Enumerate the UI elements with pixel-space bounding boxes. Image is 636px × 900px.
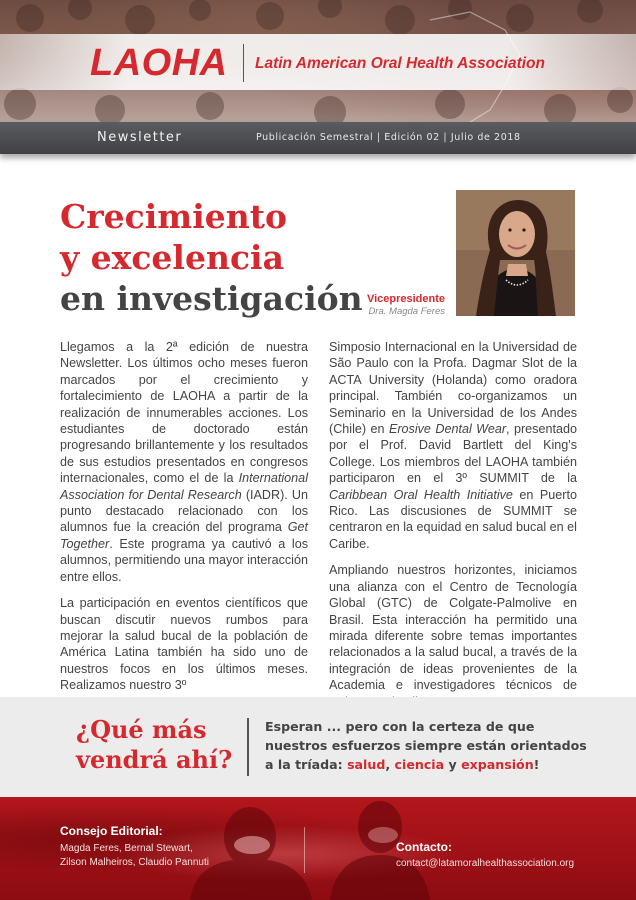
italic-run: Caribbean Oral Health Initiative bbox=[329, 487, 513, 502]
text-run: ! bbox=[533, 757, 540, 772]
callout-question-line: vendrá ahí? bbox=[76, 745, 233, 774]
italic-run: Erosive Dental Wear bbox=[388, 422, 507, 437]
portrait-photo bbox=[456, 190, 575, 316]
body-column-right bbox=[329, 339, 577, 720]
woman-portrait-illustration bbox=[456, 190, 575, 316]
callout-question bbox=[76, 715, 251, 775]
title-line-1: Crecimiento bbox=[60, 197, 287, 236]
title-line-2: y excelencia bbox=[60, 238, 284, 277]
portrait-role: Vicepresidente bbox=[366, 293, 445, 305]
highlight-word: ciencia bbox=[394, 757, 445, 772]
edition-info: Publicación Semestral | Edición 02 | Julio de 2018 bbox=[256, 132, 521, 143]
callout-divider bbox=[247, 718, 249, 776]
text-run: , presentado por el Prof. David Bartlett del King's College. Los miembros del LAOHA también participaron en el 3º SUMMIT de la bbox=[329, 422, 577, 486]
body-column-left bbox=[60, 339, 308, 704]
highlight-word: salud bbox=[347, 757, 386, 772]
text-run: en Puerto Rico. Las discusiones de SUMMIT se centraron en la equidad en salud bucal en el Caribe. bbox=[329, 487, 577, 551]
laoha-logo: LAOHA bbox=[90, 42, 228, 84]
footer-divider bbox=[304, 827, 305, 873]
editorial-line: Magda Feres, Bernal Stewart, bbox=[60, 843, 193, 854]
portrait-name: Dra. Magda Feres bbox=[368, 306, 445, 317]
editorial-line: Zilson Malheiros, Claudio Pannuti bbox=[60, 856, 209, 868]
text-run: (IADR). Un punto destacado relacionado con los alumnos fue la creación del programa bbox=[60, 487, 308, 535]
callout-box bbox=[0, 697, 636, 797]
editorial-board-title: Consejo Editorial: bbox=[60, 824, 163, 838]
contact-email-link[interactable]: contact@latamoralhealthassociation.org bbox=[396, 858, 575, 869]
text-run: Llegamos a la 2ª edición de nuestra Newsletter. Los últimos ocho meses fueron marcados por el crecimiento y fortalecimiento de LAOHA a partir de la realización de innumerables acciones. Los estudiantes de doctorado están progresando brillantemente y los resultados de sus estudios presentados en congresos internacionales, como el de la bbox=[60, 340, 308, 486]
paragraph: Ampliando nuestros horizontes, iniciamos una alianza con el Centro de Tecnología Global (GTC) de Colgate-Palmolive en Brasil. Esta interacción ha permitido una mirada diferente sobre temas importantes relacionados a la salud bucal, a través de la integración de ideas provenientes de la Academia e investigadores técnicos de bbox=[329, 563, 577, 693]
paragraph bbox=[60, 339, 308, 585]
header-banner bbox=[0, 0, 636, 122]
highlight-word: expansión bbox=[461, 757, 534, 772]
italic-run: Get Together bbox=[60, 520, 308, 551]
newsletter-label: Newsletter bbox=[97, 130, 183, 145]
text-run: . Este programa ya cautivó a los alumnos, permitiendo una mayor interacción entre ellos. bbox=[60, 536, 308, 584]
text-run: Esperan ... pero con la certeza de que nuestros esfuerzos siempre están orientados a la tríada: bbox=[265, 719, 587, 772]
italic-run: International Association for Dental Research bbox=[60, 471, 308, 502]
callout-text bbox=[265, 717, 595, 774]
logo-divider bbox=[243, 44, 244, 82]
editorial-board-members bbox=[60, 842, 209, 869]
paragraph: La participación en eventos científicos que buscan discutir nuevos rumbos para mejorar la salud bucal de la población de América Latina también ha sido uno de nuestros focos en los últimos meses. Realizamos nuestro 3º bbox=[60, 596, 308, 693]
callout-question-line: ¿Qué más bbox=[76, 715, 207, 744]
text-run: , bbox=[385, 757, 395, 772]
footer bbox=[0, 797, 636, 900]
paragraph bbox=[329, 339, 577, 552]
text-run: y bbox=[444, 757, 462, 772]
text-run: Simposio Internacional en la Universidad de São Paulo con la Profa. Dagmar Slot de la ACTA University (Holanda) como oradora principal. También co-organizamos un Seminario en la Universidad de los Andes (Chile) en bbox=[329, 340, 577, 437]
association-name: Latin American Oral Health Association bbox=[255, 55, 545, 72]
contact-title: Contacto: bbox=[396, 840, 452, 854]
title-line-3: en investigación bbox=[60, 279, 363, 318]
newsletter-bar bbox=[0, 122, 636, 154]
